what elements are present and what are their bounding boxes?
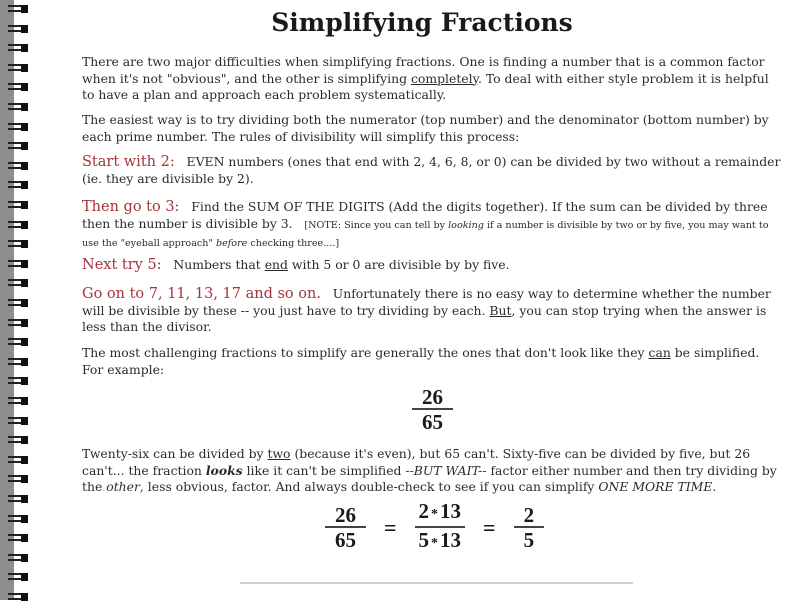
binding-ring-icon [8, 534, 28, 543]
binding-ring-icon [8, 377, 28, 386]
explanation-paragraph: Twenty-six can be divided by two (because it's even), but 65 can't. Sixty-five can be divided by five, but 26 can't... the fraction looks like it can't be simplified --BUT WAIT-- factor either number and then try dividing by the other, less obvious, factor. And always double-check to see if you can simplify ONE MORE TIME. [82, 446, 777, 494]
binding-ring-icon [8, 25, 28, 34]
equals-sign: = [483, 515, 496, 540]
binding-ring-icon [8, 495, 28, 504]
horizontal-rule [240, 582, 633, 584]
binding-ring-icon [8, 103, 28, 112]
page-title: Simplifying Fractions [271, 8, 573, 37]
example-fraction: $\frac{26}{65}$ [412, 386, 453, 434]
binding-ring-icon [8, 240, 28, 249]
rule-other-primes: Go on to 7, 11, 13, 17 and so on. Unfortunately there is no easy way to determine whether the number will be divisible by these -- you just have to try dividing by each. But, you can stop trying when the answer is less than the divisor. [82, 286, 771, 334]
intro-paragraph-1: There are two major difficulties when simplifying fractions. One is finding a number that is a common factor when it's not "obvious", and the other is simplifying completely. To deal with either style problem it is helpful to have a plan and approach each problem systematically. [82, 54, 769, 102]
binding-ring-icon [8, 201, 28, 210]
fraction-2-5: $\frac{2}{5}$ [514, 504, 545, 552]
rule-heading: Start with 2: [82, 154, 175, 170]
binding-ring-icon [8, 319, 28, 328]
rule-heading: Next try 5: [82, 257, 162, 273]
note-text: [NOTE: Since you can tell by looking if a number is divisible by two or by five, you may want to use the "eyeball approach" before checking three....] [82, 219, 769, 249]
equals-sign: = [384, 515, 397, 540]
binding-ring-icon [8, 397, 28, 406]
binding-ring-icon [8, 358, 28, 367]
rule-divisible-by-3: Then go to 3: Find the SUM OF THE DIGITS (Add the digits together). If the sum can be divided by three then the number is divisible by 3. [NOTE: Since you can tell by looking if a number is divisible by two or by five, you may want to use the "eyeball approach" before checking three....] [82, 199, 769, 249]
binding-ring-icon [8, 260, 28, 269]
rule-divisible-by-2: Start with 2: EVEN numbers (ones that end with 2, 4, 6, 8, or 0) can be divided by two without a remainder (ie. they are divisible by 2). [82, 154, 781, 186]
binding-ring-icon [8, 44, 28, 53]
binding-ring-icon [8, 279, 28, 288]
multiply-icon: * [431, 507, 439, 522]
fraction-26-65: $\frac{26}{65}$ [325, 504, 366, 552]
binding-ring-icon [8, 299, 28, 308]
binding-ring-icon [8, 436, 28, 445]
simplification-equation [325, 500, 544, 556]
intro-paragraph-2: The easiest way is to try dividing both the numerator (top number) and the denominator (bottom number) by each prime number. The rules of divisibility will simplify this process: [82, 112, 769, 144]
binding-ring-icon [8, 554, 28, 563]
binding-ring-icon [8, 475, 28, 484]
binding-ring-icon [8, 338, 28, 347]
challenge-paragraph: The most challenging fractions to simplify are generally the ones that don't look like they can be simplified. For example: [82, 345, 760, 377]
binding-ring-icon [8, 573, 28, 582]
binding-ring-icon [8, 593, 28, 602]
spiral-binding [0, 0, 30, 600]
binding-ring-icon [8, 417, 28, 426]
binding-ring-icon [8, 162, 28, 171]
binding-ring-icon [8, 181, 28, 190]
binding-ring-icon [8, 142, 28, 151]
rule-heading: Go on to 7, 11, 13, 17 and so on. [82, 286, 321, 302]
binding-ring-icon [8, 221, 28, 230]
fraction-factored: $\frac{2 *13}{5 *13}$ [415, 500, 466, 556]
binding-ring-icon [8, 83, 28, 92]
binding-ring-icon [8, 5, 28, 14]
binding-ring-icon [8, 515, 28, 524]
emphasis-completely: completely [410, 70, 478, 86]
binding-ring-icon [8, 456, 28, 465]
binding-ring-icon [8, 64, 28, 73]
rule-heading: Then go to 3: [82, 199, 180, 215]
binding-ring-icon [8, 123, 28, 132]
rule-divisible-by-5: Next try 5: Numbers that end with 5 or 0 are divisible by by five. [82, 257, 510, 273]
multiply-icon: * [431, 536, 439, 551]
